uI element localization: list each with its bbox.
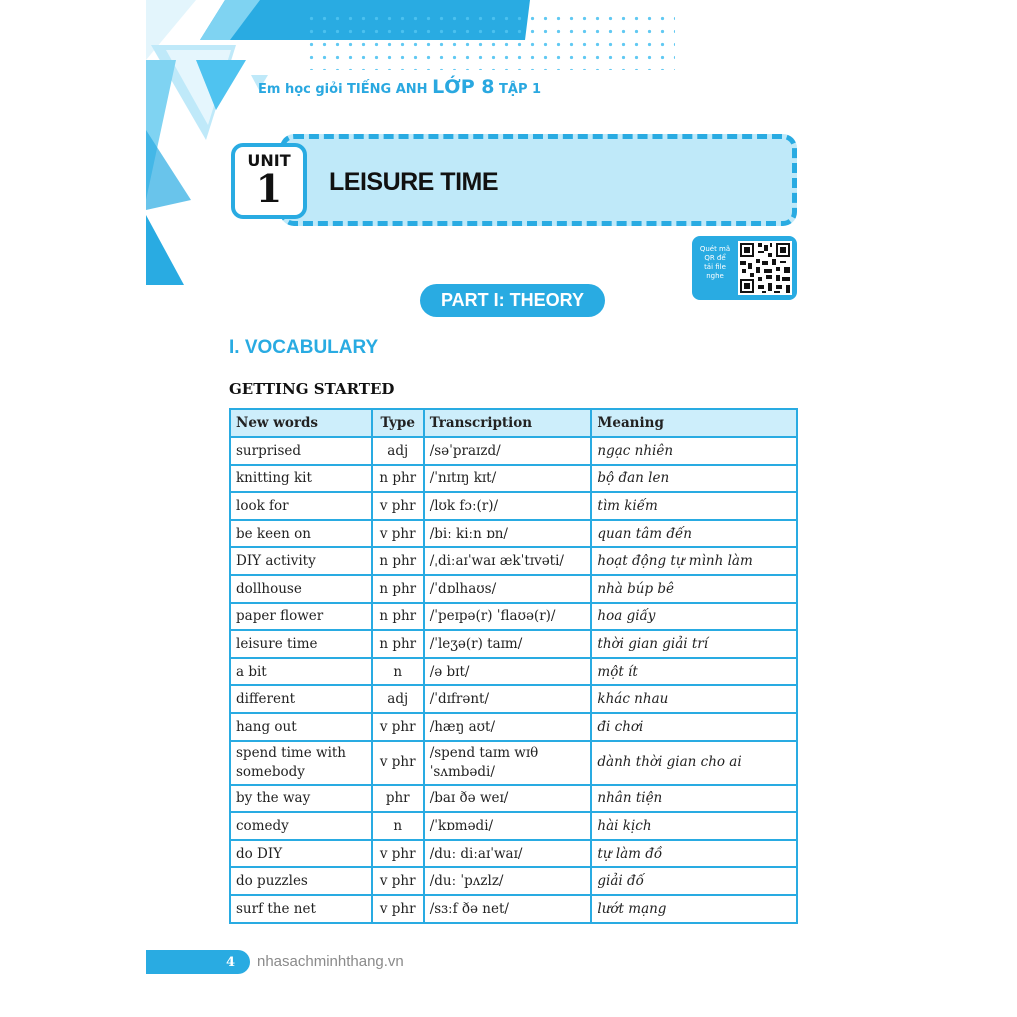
type-cell: n phr (372, 465, 424, 493)
series-title: Em học giỏi TIẾNG ANH LỚP 8 TẬP 1 (258, 76, 542, 98)
table-header-row (230, 409, 797, 437)
meaning-cell: dành thời gian cho ai (591, 741, 797, 785)
word-cell: by the way (230, 785, 372, 813)
meaning-cell: nhân tiện (591, 785, 797, 813)
transcription-cell: /hæŋ aʊt/ (424, 713, 592, 741)
table-row (230, 492, 797, 520)
word-cell: leisure time (230, 630, 372, 658)
type-cell: v phr (372, 895, 424, 923)
meaning-cell: hài kịch (591, 812, 797, 840)
transcription-cell: /ˈdɒlhaʊs/ (424, 575, 592, 603)
type-cell: n phr (372, 547, 424, 575)
type-cell: v phr (372, 520, 424, 548)
meaning-cell: giải đố (591, 867, 797, 895)
section-subtitle: GETTING STARTED (229, 380, 395, 398)
transcription-cell: /duː diːaɪˈwaɪ/ (424, 840, 592, 868)
type-cell: n (372, 658, 424, 686)
meaning-cell: nhà búp bê (591, 575, 797, 603)
table-row (230, 812, 797, 840)
meaning-cell: một ít (591, 658, 797, 686)
meaning-cell: hoạt động tự mình làm (591, 547, 797, 575)
type-cell: v phr (372, 741, 424, 785)
type-cell: adj (372, 437, 424, 465)
table-row (230, 575, 797, 603)
table-row (230, 630, 797, 658)
word-cell: knitting kit (230, 465, 372, 493)
table-row (230, 867, 797, 895)
word-cell: paper flower (230, 603, 372, 631)
word-cell: comedy (230, 812, 372, 840)
qr-caption: Quét mã QR để tải file nghe (699, 245, 731, 280)
meaning-cell: tự làm đồ (591, 840, 797, 868)
transcription-cell: /biː kiːn ɒn/ (424, 520, 592, 548)
table-row (230, 603, 797, 631)
type-cell: v phr (372, 867, 424, 895)
table-row (230, 658, 797, 686)
word-cell: hang out (230, 713, 372, 741)
word-cell: dollhouse (230, 575, 372, 603)
meaning-cell: bộ đan len (591, 465, 797, 493)
type-cell: n (372, 812, 424, 840)
word-cell: spend time with somebody (230, 741, 372, 785)
meaning-cell: thời gian giải trí (591, 630, 797, 658)
table-row (230, 465, 797, 493)
type-cell: n phr (372, 630, 424, 658)
qr-panel[interactable] (692, 236, 797, 300)
meaning-cell: đi chơi (591, 713, 797, 741)
word-cell: do puzzles (230, 867, 372, 895)
header-transcription: Transcription (424, 409, 592, 437)
type-cell: n phr (372, 603, 424, 631)
transcription-cell: /ə bɪt/ (424, 658, 592, 686)
table-row (230, 895, 797, 923)
meaning-cell: khác nhau (591, 685, 797, 713)
transcription-cell: /spend taɪm wɪθ ˈsʌmbədi/ (424, 741, 592, 785)
table-row (230, 685, 797, 713)
unit-number: 1 (255, 166, 283, 211)
table-row (230, 741, 797, 785)
header-new-words: New words (230, 409, 372, 437)
word-cell: DIY activity (230, 547, 372, 575)
word-cell: surf the net (230, 895, 372, 923)
section-title: I. VOCABULARY (229, 337, 379, 358)
table-row (230, 840, 797, 868)
transcription-cell: /ˈpeɪpə(r) ˈflaʊə(r)/ (424, 603, 592, 631)
meaning-cell: ngạc nhiên (591, 437, 797, 465)
table-row (230, 547, 797, 575)
footer-site-link[interactable]: nhasachminhthang.vn (257, 953, 404, 970)
type-cell: n phr (372, 575, 424, 603)
table-row (230, 713, 797, 741)
qr-code-icon[interactable] (738, 241, 792, 295)
transcription-cell: /ˈkɒmədi/ (424, 812, 592, 840)
transcription-cell: /səˈpraɪzd/ (424, 437, 592, 465)
vocabulary-table (229, 408, 798, 924)
transcription-cell: /baɪ ðə weɪ/ (424, 785, 592, 813)
transcription-cell: /ˈnɪtɪŋ kɪt/ (424, 465, 592, 493)
part-title-pill: PART I: THEORY (420, 284, 605, 317)
header-meaning: Meaning (591, 409, 797, 437)
word-cell: a bit (230, 658, 372, 686)
page-number: 4 (226, 955, 236, 970)
header-type: Type (372, 409, 424, 437)
word-cell: look for (230, 492, 372, 520)
type-cell: v phr (372, 713, 424, 741)
meaning-cell: quan tâm đến (591, 520, 797, 548)
unit-title: LEISURE TIME (329, 168, 499, 196)
transcription-cell: /duː ˈpʌzlz/ (424, 867, 592, 895)
type-cell: adj (372, 685, 424, 713)
word-cell: surprised (230, 437, 372, 465)
transcription-cell: /lʊk fɔː(r)/ (424, 492, 592, 520)
meaning-cell: hoa giấy (591, 603, 797, 631)
meaning-cell: lướt mạng (591, 895, 797, 923)
type-cell: phr (372, 785, 424, 813)
word-cell: different (230, 685, 372, 713)
table-row (230, 785, 797, 813)
type-cell: v phr (372, 492, 424, 520)
dot-pattern (305, 12, 675, 70)
word-cell: be keen on (230, 520, 372, 548)
table-row (230, 520, 797, 548)
meaning-cell: tìm kiếm (591, 492, 797, 520)
transcription-cell: /sɜːf ðə net/ (424, 895, 592, 923)
transcription-cell: /ˌdiːaɪˈwaɪ ækˈtɪvəti/ (424, 547, 592, 575)
transcription-cell: /ˈleʒə(r) taɪm/ (424, 630, 592, 658)
type-cell: v phr (372, 840, 424, 868)
unit-badge (231, 143, 307, 219)
transcription-cell: /ˈdɪfrənt/ (424, 685, 592, 713)
word-cell: do DIY (230, 840, 372, 868)
unit-label: UNIT (247, 151, 291, 170)
table-row (230, 437, 797, 465)
